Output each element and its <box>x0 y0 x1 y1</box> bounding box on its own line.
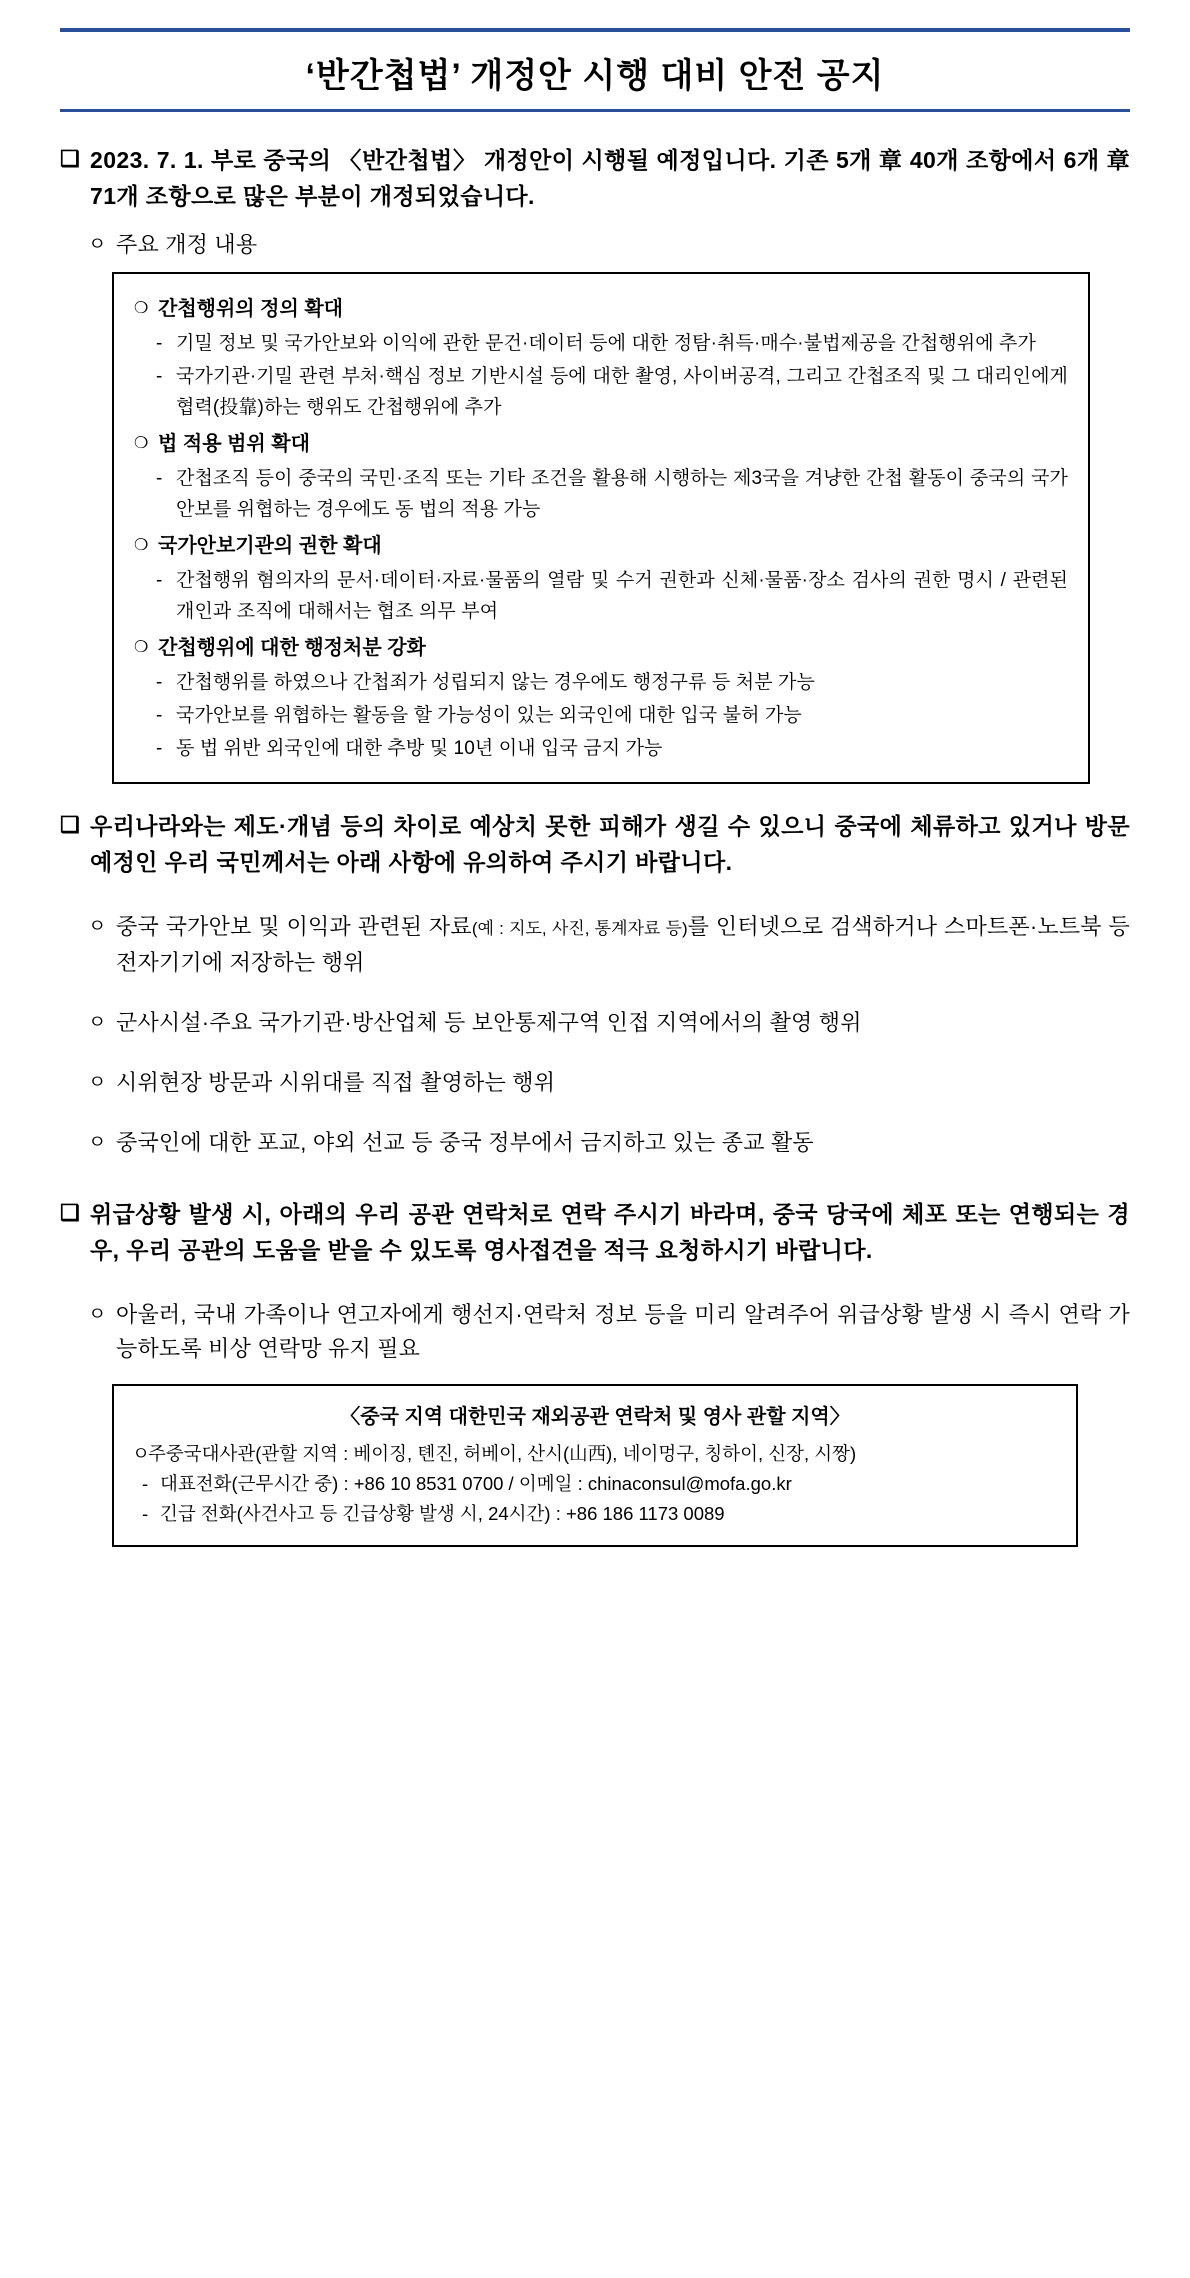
section3-item <box>60 1298 1130 1366</box>
contact-office-text: 주중국대사관(관할 지역 : 베이징, 톈진, 허베이, 산시(山西), 네이멍구, 칭하이, 신장, 시짱) <box>148 1443 857 1464</box>
circle-bullet-icon: ㅇ <box>88 1012 107 1033</box>
section1-sub <box>60 228 1130 262</box>
box-list-item <box>134 463 1068 525</box>
dash-bullet-icon: - <box>142 1473 149 1494</box>
box-heading <box>134 633 1068 663</box>
contact-emergency-line <box>132 1499 1058 1529</box>
section2-item <box>60 910 1130 980</box>
box-list-item <box>134 733 1068 764</box>
box-heading <box>134 429 1068 459</box>
section3-item-text: 아울러, 국내 가족이나 연고자에게 행선지·연락처 정보 등을 미리 알려주어 위급상황 발생 시 즉시 연락 가능하도록 비상 연락망 유지 필요 <box>116 1302 1130 1361</box>
section2-item-text: 중국인에 대한 포교, 야외 선교 등 중국 정부에서 금지하고 있는 종교 활동 <box>116 1130 814 1155</box>
section2-item-text: 시위현장 방문과 시위대를 직접 촬영하는 행위 <box>116 1070 556 1095</box>
item-text-before: 중국 국가안보 및 이익과 관련된 자료 <box>116 914 472 939</box>
section2-item <box>60 1126 1130 1160</box>
contact-phone-text: 대표전화(근무시간 중) : +86 10 8531 0700 / 이메일 : chinaconsul@mofa.go.kr <box>160 1473 792 1494</box>
ring-bullet-icon: ❍ <box>134 300 149 317</box>
box-list-item-text: 기밀 정보 및 국가안보와 이익에 관한 문건·데이터 등에 대한 정탐·취득·매수·불법제공을 간첩행위에 추가 <box>176 333 1036 354</box>
section1-sub-text: 주요 개정 내용 <box>116 232 258 257</box>
section2-item-text <box>116 910 1130 980</box>
contact-phone-line <box>132 1469 1058 1499</box>
dash-bullet-icon: - <box>156 738 163 759</box>
title-divider <box>60 109 1130 112</box>
section1-lead-text: 2023. 7. 1. 부로 중국의 〈반간첩법〉 개정안이 시행될 예정입니다. 기존 5개 章 40개 조항에서 6개 章 71개 조항으로 많은 부분이 개정되었습니다. <box>90 147 1130 209</box>
ring-bullet-icon: ❍ <box>134 537 149 554</box>
dash-bullet-icon: - <box>156 366 163 387</box>
page-title: ‘반간첩법’ 개정안 시행 대비 안전 공지 <box>305 57 885 95</box>
dash-bullet-icon: - <box>156 570 163 591</box>
box-list-item-text: 동 법 위반 외국인에 대한 추방 및 10년 이내 입국 금지 가능 <box>176 738 663 759</box>
circle-bullet-icon: ㅇ <box>88 1132 107 1153</box>
circle-bullet-icon: ㅇ <box>88 1304 107 1325</box>
box-heading-text: 간첩행위에 대한 행정처분 강화 <box>158 637 426 659</box>
section3-lead-text: 위급상황 발생 시, 아래의 우리 공관 연락처로 연락 주시기 바라며, 중국 당국에 체포 또는 연행되는 경우, 우리 공관의 도움을 받을 수 있도록 영사접견을 적극 요청하시기 바랍니다. <box>90 1201 1130 1263</box>
box-list-item <box>134 667 1068 698</box>
embassy-contact-box <box>112 1384 1078 1547</box>
contact-office-line <box>132 1439 1058 1469</box>
box-list-item <box>134 565 1068 627</box>
amendments-box <box>112 272 1090 784</box>
circle-bullet-icon: ㅇ <box>132 1443 150 1464</box>
box-list-item-text: 간첩행위 혐의자의 문서·데이터·자료·물품의 열람 및 수거 권한과 신체·물품·장소 검사의 권한 명시 / 관련된 개인과 조직에 대해서는 협조 의무 부여 <box>176 570 1068 622</box>
section2-lead-text: 우리나라와는 제도·개념 등의 차이로 예상치 못한 피해가 생길 수 있으니 중국에 체류하고 있거나 방문 예정인 우리 국민께서는 아래 사항에 유의하여 주시기 바랍니다. <box>90 813 1130 875</box>
contact-emergency-text: 긴급 전화(사건사고 등 긴급상황 발생 시, 24시간) : +86 186 1173 0089 <box>160 1503 725 1524</box>
item-text-after: 를 인터넷으로 검색하거나 스마트폰·노트북 등 전자기기에 저장하는 행위 <box>116 914 1130 975</box>
section2-item-text: 군사시설·주요 국가기관·방산업체 등 보안통제구역 인접 지역에서의 촬영 행위 <box>116 1010 862 1035</box>
square-bullet-icon: ❑ <box>60 812 80 837</box>
section2-item <box>60 1066 1130 1100</box>
section1-lead <box>60 142 1130 214</box>
box-list-item <box>134 361 1068 423</box>
box-list-item-text: 간첩조직 등이 중국의 국민·조직 또는 기타 조건을 활용해 시행하는 제3국을 겨냥한 간첩 활동이 중국의 국가안보를 위협하는 경우에도 동 법의 적용 가능 <box>176 468 1068 520</box>
box-list-item-text: 국가기관·기밀 관련 부처·핵심 정보 기반시설 등에 대한 촬영, 사이버공격, 그리고 간첩조직 및 그 대리인에게 협력(投靠)하는 행위도 간첩행위에 추가 <box>176 366 1068 418</box>
dash-bullet-icon: - <box>156 333 163 354</box>
box-heading <box>134 531 1068 561</box>
contact-box-title: 〈중국 지역 대한민국 재외공관 연락처 및 영사 관할 지역〉 <box>340 1406 850 1428</box>
section2-item <box>60 1006 1130 1040</box>
dash-bullet-icon: - <box>156 672 163 693</box>
dash-bullet-icon: - <box>142 1503 149 1524</box>
box-list-item <box>134 328 1068 359</box>
square-bullet-icon: ❑ <box>60 1200 80 1225</box>
box-list-item <box>134 700 1068 731</box>
section2-lead <box>60 808 1130 880</box>
box-heading-text: 국가안보기관의 권한 확대 <box>158 535 382 557</box>
circle-bullet-icon: ㅇ <box>88 1072 107 1093</box>
section3-lead <box>60 1196 1130 1268</box>
ring-bullet-icon: ❍ <box>134 639 149 656</box>
dash-bullet-icon: - <box>156 705 163 726</box>
circle-bullet-icon: ㅇ <box>88 234 107 255</box>
box-heading-text: 법 적용 범위 확대 <box>158 433 310 455</box>
dash-bullet-icon: - <box>156 468 163 489</box>
ring-bullet-icon: ❍ <box>134 435 149 452</box>
circle-bullet-icon: ㅇ <box>88 916 107 937</box>
box-list-item-text: 간첩행위를 하였으나 간첩죄가 성립되지 않는 경우에도 행정구류 등 처분 가능 <box>176 672 815 693</box>
box-heading-text: 간첩행위의 정의 확대 <box>158 298 343 320</box>
item-text-note: (예 : 지도, 사진, 통계자료 등) <box>471 919 688 938</box>
square-bullet-icon: ❑ <box>60 146 80 171</box>
top-divider <box>60 28 1130 32</box>
box-heading <box>134 294 1068 324</box>
box-list-item-text: 국가안보를 위협하는 활동을 할 가능성이 있는 외국인에 대한 입국 불허 가능 <box>176 705 802 726</box>
